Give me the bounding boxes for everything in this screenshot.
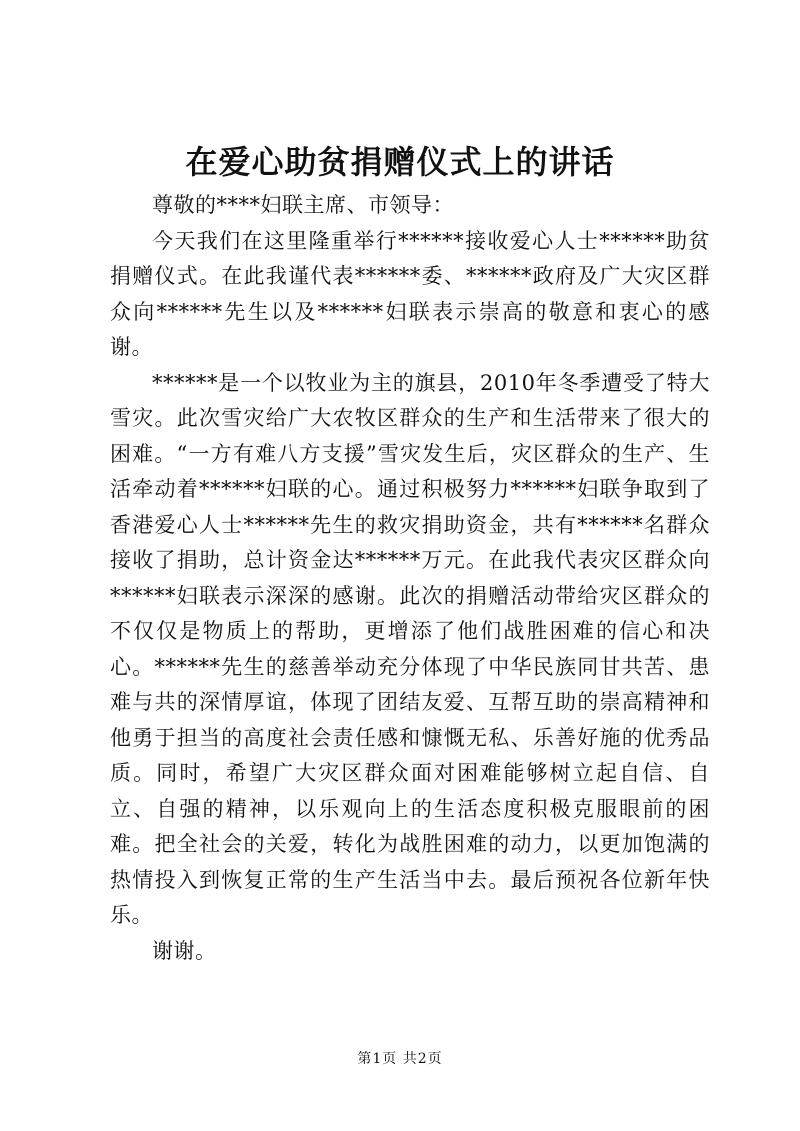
document-body	[110, 188, 710, 969]
document-title: 在爱心助贫捐赠仪式上的讲话	[185, 143, 615, 181]
closing-paragraph: 谢谢。	[152, 938, 217, 963]
salutation-paragraph: 尊敬的****妇联主席、市领导：	[152, 193, 454, 217]
opening-paragraph: 今天我们在这里隆重举行******接收爱心人士******助贫捐赠仪式。在此我谨代表******委、******政府及广大灾区群众向******先生以及******妇联表示崇高的敬意和衷心的感谢。	[110, 228, 710, 359]
page-footer: 第1页 共2页	[357, 1051, 443, 1067]
main-paragraph: ******是一个以牧业为主的旗县，2010年冬季遭受了特大雪灾。此次雪灾给广大农牧区群众的生产和生活带来了很大的困难。“一方有难八方支援”雪灾发生后，灾区群众的生产、生活牵动着******妇联的心。通过积极努力******妇联争取到了香港爱心人士******先生的救灾捐助资金，共有******名群众接收了捐助，总计资金达******万元。在此我代表灾区群众向******妇联表示深深的感谢。此次的捐赠活动带给灾区群众的不仅仅是物质上的帮助，更增添了他们战胜困难的信心和决心。******先生的慈善举动充分体现了中华民族同甘共苦、患难与共的深情厚谊，体现了团结友爱、互帮互助的崇高精神和他勇于担当的高度社会责任感和慷慨无私、乐善好施的优秀品质。同时，希望广大灾区群众面对困难能够树立起自信、自立、自强的精神，以乐观向上的生活态度积极克服眼前的困难。把全社会的关爱，转化为战胜困难的动力，以更加饱满的热情投入到恢复正常的生产生活当中去。最后预祝各位新年快乐。	[110, 370, 710, 927]
